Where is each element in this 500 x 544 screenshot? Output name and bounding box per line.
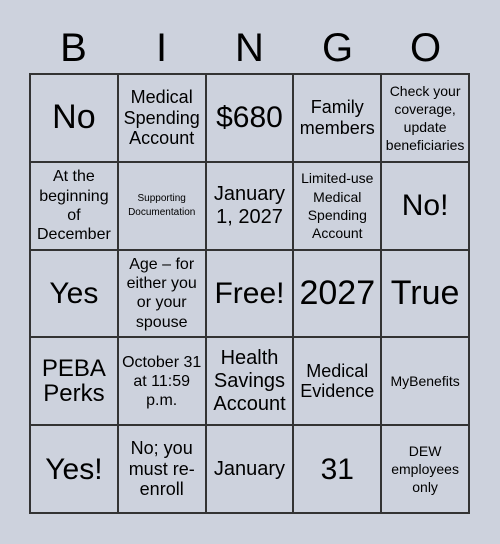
bingo-cell-r5c3[interactable]: January <box>206 425 294 513</box>
bingo-cell-r4c5[interactable]: MyBenefits <box>381 337 469 425</box>
bingo-cell-r4c4[interactable]: Medical Evidence <box>293 337 381 425</box>
header-letter-n: N <box>235 26 265 70</box>
bingo-cell-r1c3[interactable]: $680 <box>206 74 294 162</box>
header-letter-i: I <box>155 26 169 70</box>
header-letter-o: O <box>409 26 443 70</box>
bingo-cell-r4c1[interactable]: PEBA Perks <box>30 337 118 425</box>
bingo-cell-r1c1[interactable]: No <box>30 74 118 162</box>
bingo-card-grid <box>29 73 470 514</box>
bingo-cell-r5c5[interactable]: DEW employees only <box>381 425 469 513</box>
bingo-cell-r3c4[interactable]: 2027 <box>293 250 381 338</box>
header-letter-b: B <box>60 26 88 70</box>
bingo-cell-r2c3[interactable]: January 1, 2027 <box>206 162 294 250</box>
bingo-cell-r3c2[interactable]: Age – for either you or your spouse <box>118 250 206 338</box>
bingo-cell-r4c3[interactable]: Health Savings Account <box>206 337 294 425</box>
bingo-cell-r2c1[interactable]: At the beginning of December <box>30 162 118 250</box>
bingo-cell-r1c5[interactable]: Check your coverage, update beneficiaries <box>381 74 469 162</box>
bingo-header <box>30 22 470 74</box>
bingo-cell-r3c5[interactable]: True <box>381 250 469 338</box>
bingo-cell-r3c1[interactable]: Yes <box>30 250 118 338</box>
bingo-cell-r2c5[interactable]: No! <box>381 162 469 250</box>
bingo-cell-r1c4[interactable]: Family members <box>293 74 381 162</box>
bingo-cell-r4c2[interactable]: October 31 at 11:59 p.m. <box>118 337 206 425</box>
bingo-cell-r3c3-free-space[interactable]: Free! <box>206 250 294 338</box>
bingo-cell-r2c4[interactable]: Limited-use Medical Spending Account <box>293 162 381 250</box>
bingo-cell-r5c1[interactable]: Yes! <box>30 425 118 513</box>
bingo-cell-r2c2[interactable]: Supporting Documentation <box>118 162 206 250</box>
bingo-cell-r1c2[interactable]: Medical Spending Account <box>118 74 206 162</box>
header-letter-g: G <box>321 26 355 70</box>
bingo-cell-r5c4[interactable]: 31 <box>293 425 381 513</box>
bingo-cell-r5c2[interactable]: No; you must re-enroll <box>118 425 206 513</box>
